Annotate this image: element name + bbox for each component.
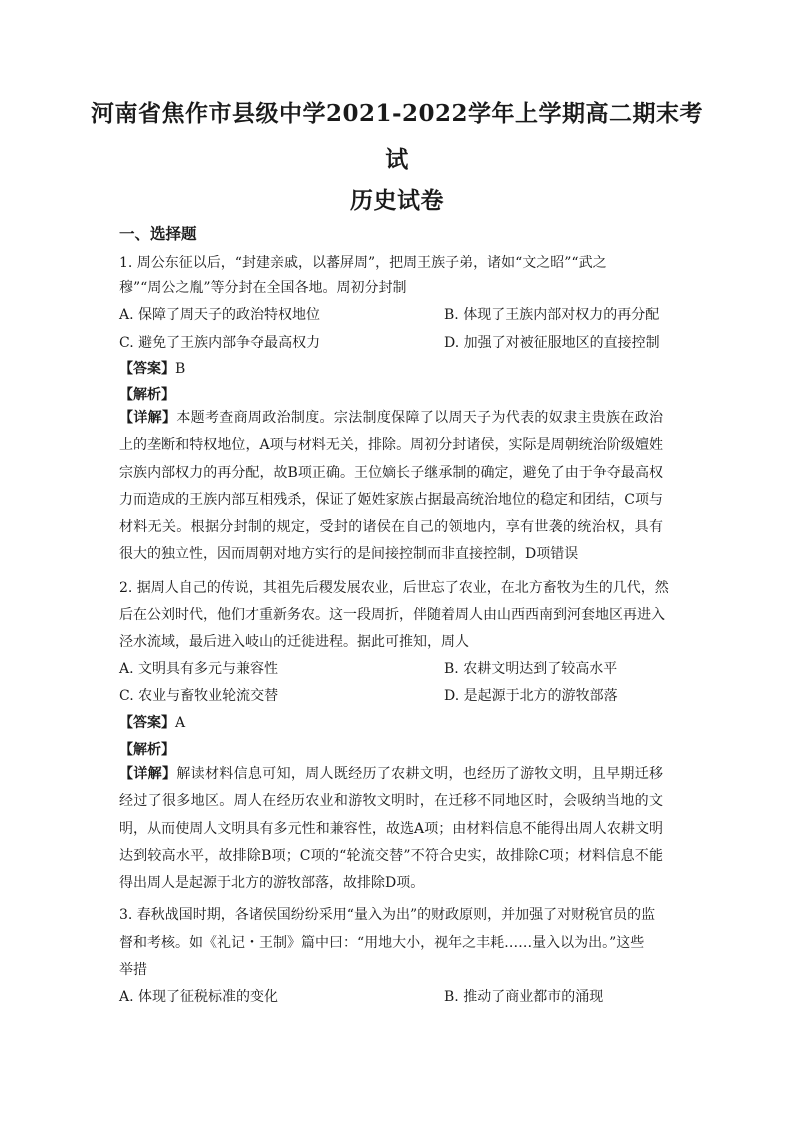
q1-analysis-tag: 【解析】 (119, 387, 175, 403)
q1-option-b: B. 体现了王族内部对权力的再分配 (444, 307, 660, 323)
answer-value: B (175, 361, 186, 377)
q2-option-b: B. 农耕文明达到了较高水平 (444, 661, 618, 677)
q1-detail (119, 405, 663, 569)
detail-text: 本题考查商周政治制度。宗法制度保障了以周天子为代表的奴隶主贵族在政治上的垄断和特权地位，A项与材料无关，排除。周初分封诸侯，实际是周朝统治阶级嬗姓宗族内部权力的再分配，故B项正确。王位嫡长子继承制的确定，避免了由于争夺最高权力而造成的王族内部互相残杀，保证了姬姓家族占据最高统治地位的稳定和团结，C项与材料无关。根据分封制的规定，受封的诸侯在自己的领地内，享有世袭的统治权，具有很大的独立性，因而周朝对地方实行的是间接控制而非直接控制，D项错误 (119, 410, 664, 563)
q1-option-a: A. 保障了周天子的政治特权地位 (119, 307, 321, 323)
detail-text: 解读材料信息可知，周人既经历了农耕文明，也经历了游牧文明，且早期迁移经过了很多地区。周人在经历农业和游牧文明时，在迁移不同地区时，会吸纳当地的文明，从而使周人文明具有多元性和兼容性，故选A项；由材料信息不能得出周人农耕文明达到较高水平，故排除B项；C项的“轮流交替”不符合史实，故排除C项；材料信息不能得出周人是起源于北方的游牧部落，故排除D项。 (119, 766, 664, 892)
page-title-line2: 试 (385, 146, 409, 173)
q2-analysis-tag: 【解析】 (119, 742, 175, 758)
q2-stem-line3: 泾水流域，最后进入岐山的迁徙进程。据此可推知，周人 (119, 634, 469, 650)
q2-answer (119, 713, 185, 733)
answer-tag: 【答案】 (119, 361, 175, 377)
q2-option-d: D. 是起源于北方的游牧部落 (444, 688, 618, 704)
detail-tag: 【详解】 (119, 410, 177, 426)
q2-stem-line1: 2. 据周人自己的传说，其祖先后稷发展农业，后世忘了农业，在北方畜牧为生的几代，然 (119, 580, 669, 596)
q1-option-c: C. 避免了王族内部争夺最高权力 (119, 335, 321, 351)
answer-value: A (175, 715, 186, 731)
q3-stem-line2: 督和考核。如《礼记・王制》篇中曰：“用地大小，视年之丰耗……量入以为出。”这些 (119, 935, 645, 951)
q2-option-c: C. 农业与畜牧业轮流交替 (119, 688, 279, 704)
q2-stem-line2: 后在公刘时代，他们才重新务农。这一段周折，伴随着周人由山西西南到河套地区再进入 (119, 607, 665, 623)
answer-tag: 【答案】 (119, 715, 175, 731)
detail-tag: 【详解】 (119, 766, 177, 782)
page-subtitle: 历史试卷 (350, 187, 444, 214)
section-heading: 一、选择题 (119, 224, 197, 243)
q2-detail (119, 761, 663, 897)
q1-option-d: D. 加强了对被征服地区的直接控制 (444, 335, 660, 351)
q3-option-b: B. 推动了商业都市的涌现 (444, 989, 604, 1005)
q2-option-a: A. 文明具有多元与兼容性 (119, 661, 279, 677)
q1-answer (119, 359, 185, 379)
q3-stem-line3: 举措 (119, 962, 147, 978)
q1-stem-line2: 穆”“周公之胤”等分封在全国各地。周初分封制 (119, 280, 407, 296)
q3-option-a: A. 体现了征税标准的变化 (119, 989, 279, 1005)
q3-stem-line1: 3. 春秋战国时期，各诸侯国纷纷采用“量入为出”的财政原则，并加强了对财税官员的监 (119, 907, 656, 923)
q1-stem-line1: 1. 周公东征以后，“封建亲戚，以蕃屏周”，把周王族子弟，诸如“文之昭”“武之 (119, 255, 607, 271)
page-title-line1: 河南省焦作市县级中学2021-2022学年上学期高二期末考 (90, 100, 704, 127)
